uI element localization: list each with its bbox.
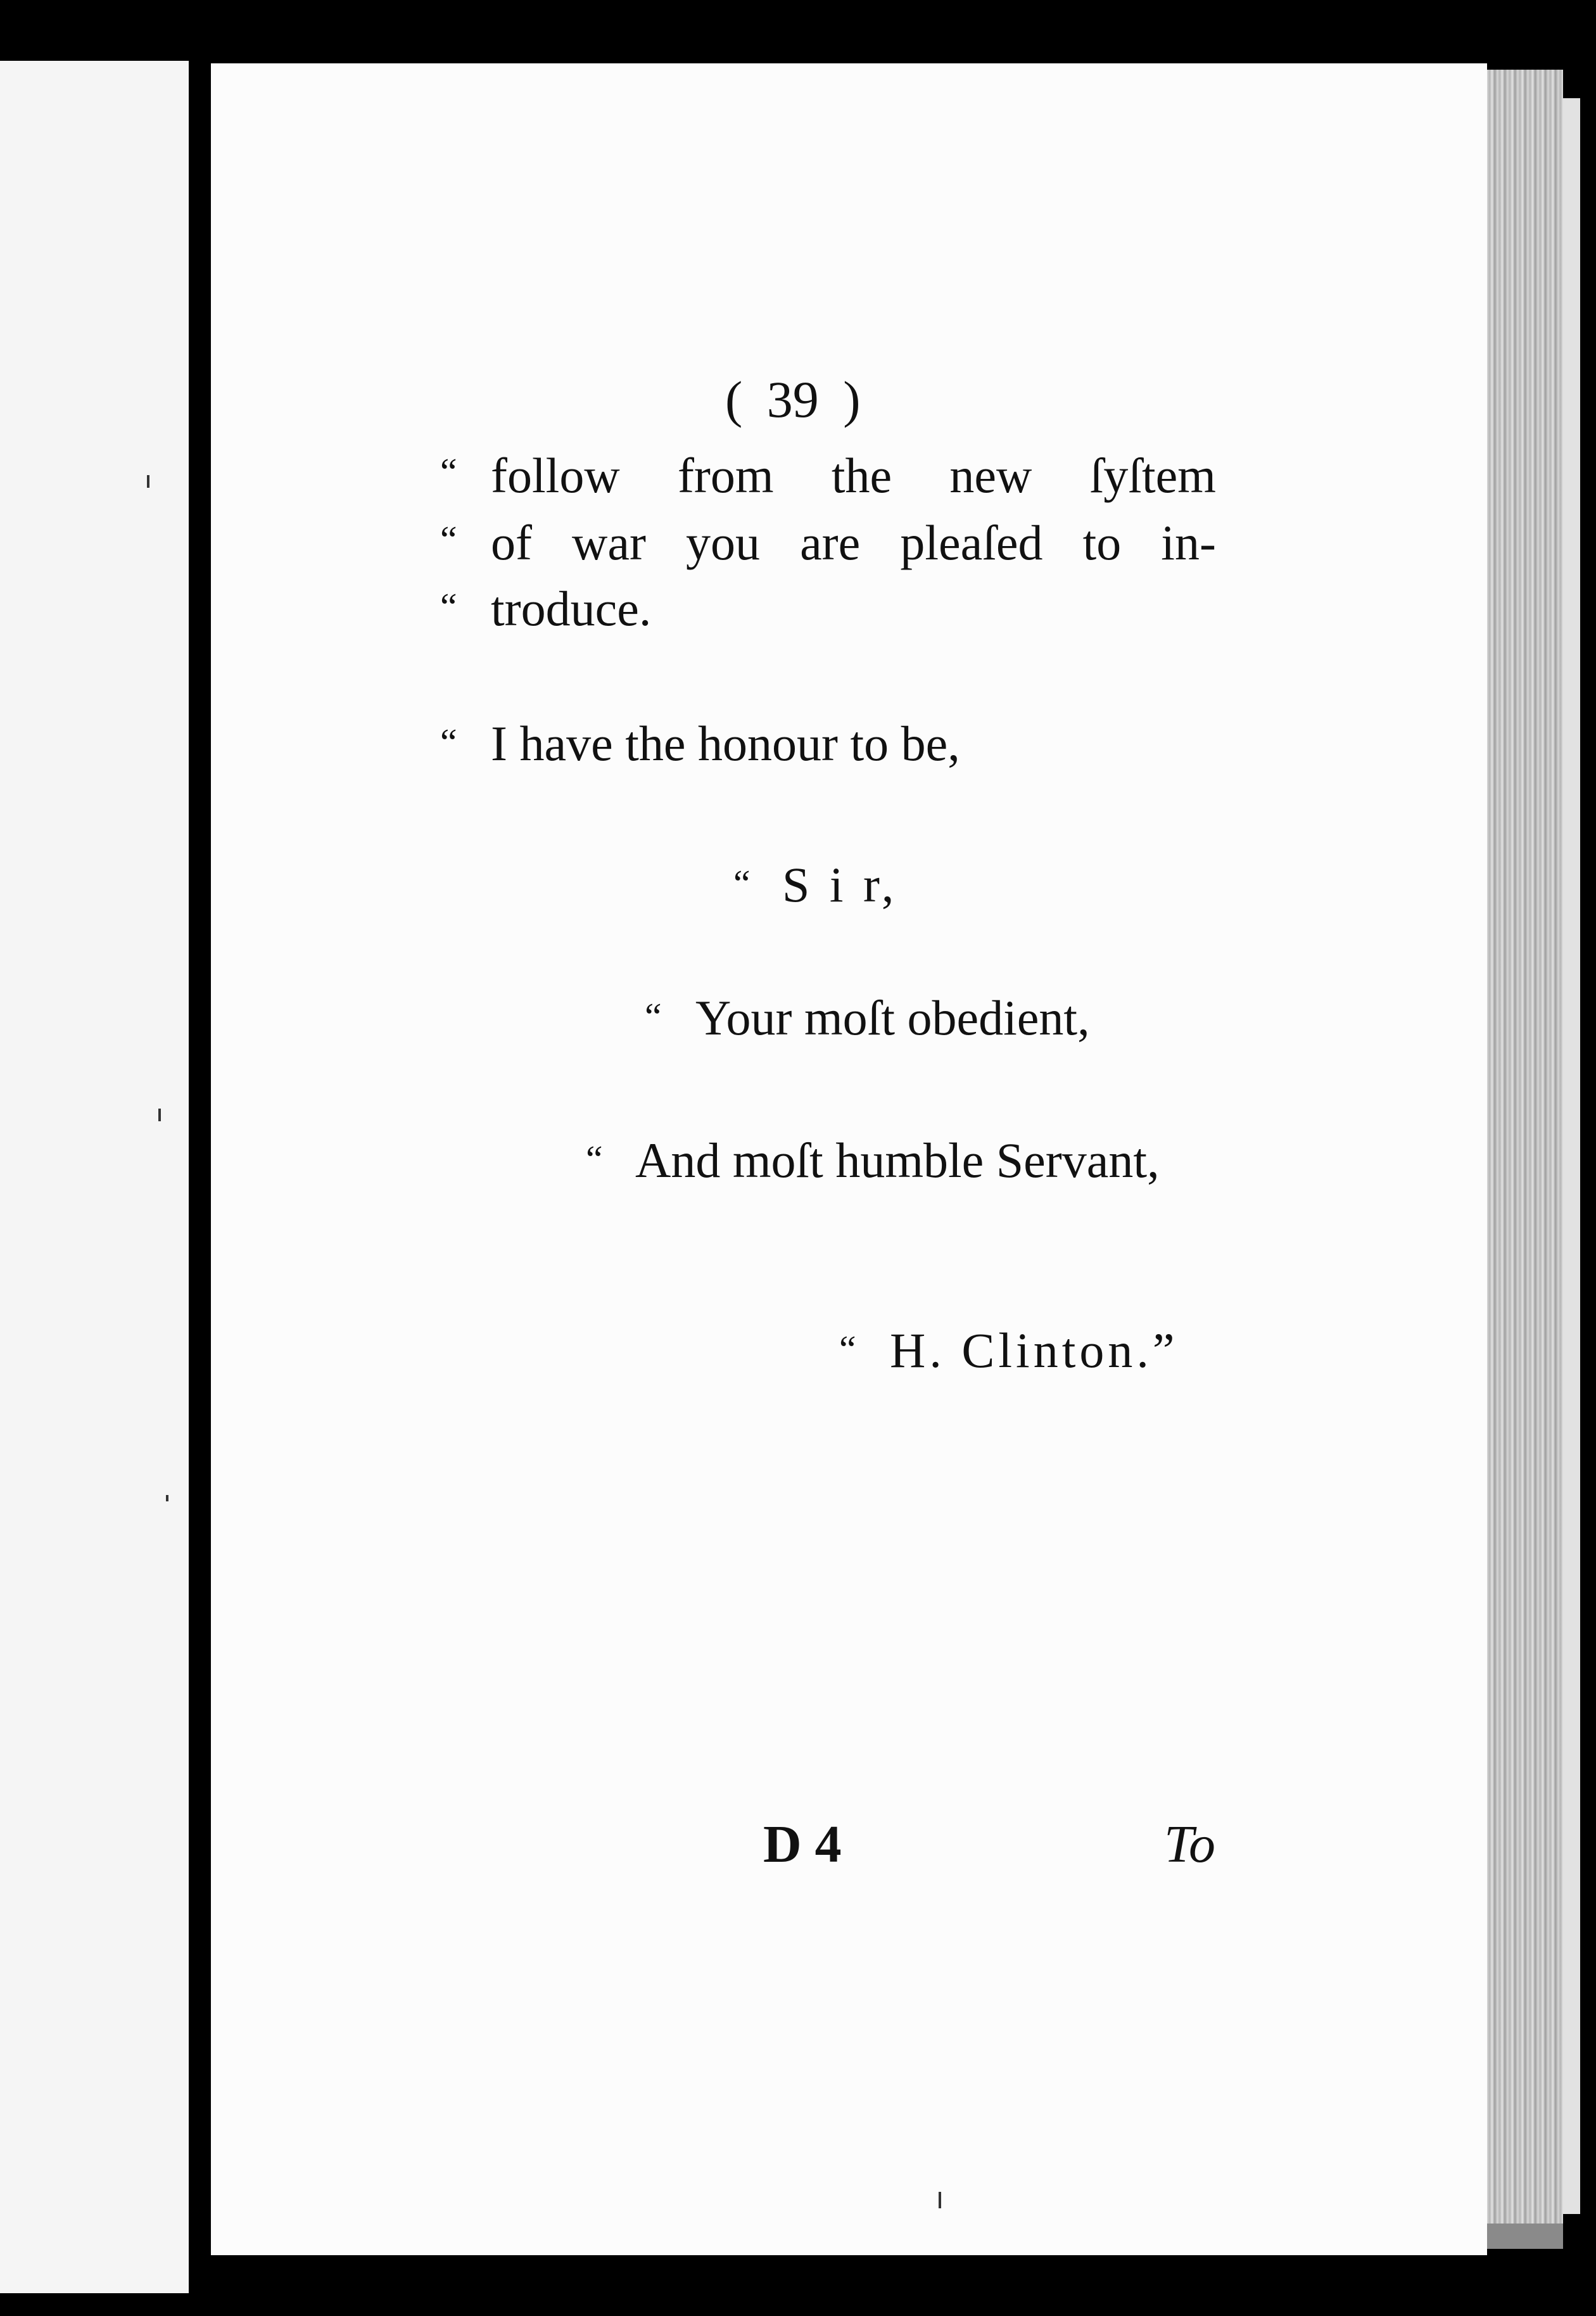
word: in- <box>1161 515 1216 570</box>
salutation: S i r, <box>782 857 898 912</box>
left-page-edge <box>0 61 189 2293</box>
quote-mark: “ <box>586 1138 603 1180</box>
text-line-2 <box>491 515 1216 570</box>
text-line-1 <box>491 448 1216 503</box>
speck <box>158 1109 161 1121</box>
word: pleaſed <box>900 515 1043 570</box>
word: from <box>677 448 774 503</box>
word: you <box>686 515 761 570</box>
word: of <box>491 515 532 570</box>
word: war <box>572 515 646 570</box>
quote-mark: “ <box>733 863 750 905</box>
quote-mark: “ <box>839 1328 856 1370</box>
signature-mark: D 4 <box>763 1815 842 1874</box>
quote-mark: “ <box>440 722 457 763</box>
closing-line-2: And moſt humble Servant, <box>635 1133 1160 1188</box>
speck <box>939 2192 941 2208</box>
quote-mark: “ <box>440 586 457 628</box>
closing-line-1: Your moſt obedient, <box>695 990 1090 1045</box>
word: ſyſtem <box>1089 448 1216 503</box>
catchword: To <box>1164 1815 1216 1874</box>
word: the <box>831 448 892 503</box>
word: new <box>949 448 1032 503</box>
quote-mark: “ <box>645 996 662 1038</box>
quote-mark: “ <box>440 451 457 493</box>
back-cover-edge <box>1563 98 1580 2214</box>
honour-line: I have the honour to be, <box>491 716 960 771</box>
signature: H. Clinton.” <box>890 1323 1179 1378</box>
page-edges <box>1487 70 1563 2249</box>
word: are <box>800 515 861 570</box>
quote-mark: “ <box>440 519 457 561</box>
page-number: ( 39 ) <box>725 371 861 428</box>
word: to <box>1082 515 1122 570</box>
text-line-3: troduce. <box>491 581 652 636</box>
speck <box>166 1495 168 1501</box>
speck <box>147 475 149 488</box>
word: follow <box>491 448 620 503</box>
